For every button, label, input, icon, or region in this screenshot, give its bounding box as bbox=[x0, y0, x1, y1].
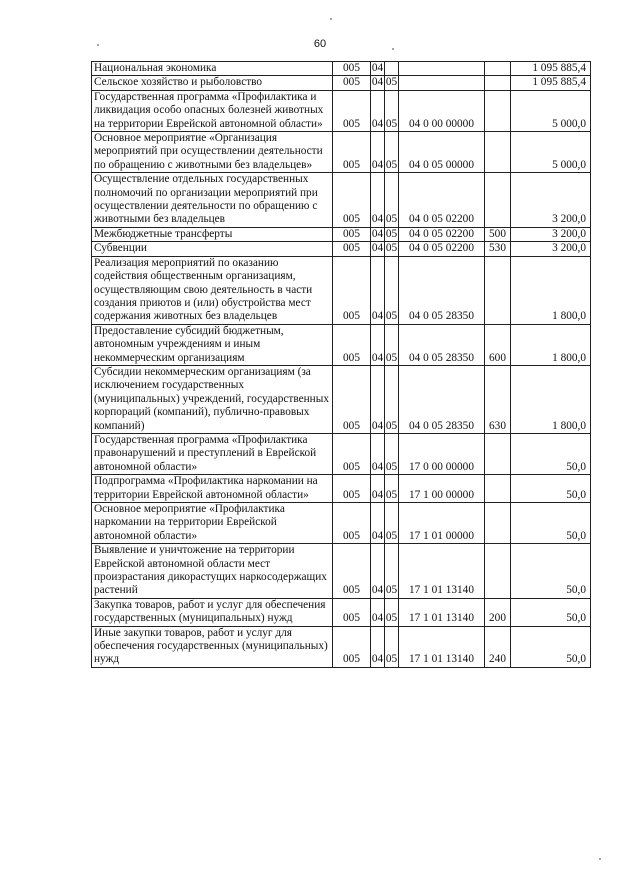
row-rz: 04 bbox=[371, 173, 385, 228]
row-vr: 600 bbox=[485, 324, 511, 365]
table-row bbox=[92, 503, 591, 544]
table-row bbox=[92, 544, 591, 599]
row-ved: 005 bbox=[333, 173, 371, 228]
row-rz: 04 bbox=[371, 544, 385, 599]
row-rz: 04 bbox=[371, 365, 385, 433]
row-pr: 05 bbox=[385, 598, 399, 626]
row-sum: 5 000,0 bbox=[511, 90, 591, 131]
row-vr: 500 bbox=[485, 227, 511, 241]
row-sum: 3 200,0 bbox=[511, 242, 591, 256]
row-sum: 1 095 885,4 bbox=[511, 76, 591, 90]
row-name: Государственная программа «Профилактика правонарушений и преступлений в Еврейской автономной области» bbox=[92, 433, 333, 474]
row-csr: 04 0 05 02200 bbox=[399, 173, 485, 228]
row-csr: 17 1 00 00000 bbox=[399, 475, 485, 503]
row-pr: 05 bbox=[385, 76, 398, 89]
row-sum: 5 000,0 bbox=[511, 132, 591, 173]
row-ved: 005 bbox=[333, 626, 371, 667]
row-name: Осуществление отдельных государственных полномочий по организации мероприятий при осуществлении деятельности по обращению с животными без владельцев bbox=[92, 173, 333, 228]
row-sum: 50,0 bbox=[511, 475, 591, 503]
row-vr: 630 bbox=[485, 365, 511, 433]
row-csr: 17 1 01 13140 bbox=[399, 544, 485, 599]
row-vr bbox=[485, 62, 511, 76]
row-csr: 04 0 00 00000 bbox=[399, 90, 485, 131]
row-ved: 005 bbox=[333, 132, 371, 173]
table-row bbox=[92, 598, 591, 626]
row-rz: 04 bbox=[371, 433, 385, 474]
row-rz: 04 bbox=[371, 475, 385, 503]
scan-speck bbox=[330, 18, 332, 20]
row-name: Государственная программа «Профилактика и ликвидация особо опасных болезней животных на территории Еврейской автономной области» bbox=[92, 90, 333, 131]
row-rz: 04 bbox=[371, 256, 385, 324]
row-vr bbox=[485, 433, 511, 474]
row-name: Основное мероприятие «Профилактика наркомании на территории Еврейской автономной области» bbox=[92, 503, 333, 544]
table-row bbox=[92, 433, 591, 474]
row-pr: 05 bbox=[385, 475, 399, 503]
row-ved: 005 bbox=[333, 475, 371, 503]
row-rz: 04 bbox=[371, 90, 385, 131]
row-ved: 005 bbox=[333, 227, 371, 241]
row-rz: 04 bbox=[371, 227, 384, 240]
row-sum: 50,0 bbox=[511, 598, 591, 626]
row-ved: 005 bbox=[333, 598, 371, 626]
row-sum: 50,0 bbox=[511, 544, 591, 599]
row-csr: 04 0 05 28350 bbox=[399, 256, 485, 324]
table-row bbox=[92, 475, 591, 503]
row-vr bbox=[485, 256, 511, 324]
row-sum: 3 200,0 bbox=[511, 227, 591, 241]
row-pr: 05 bbox=[385, 227, 398, 240]
row-csr: 04 0 05 02200 bbox=[399, 227, 485, 241]
row-name: Иные закупки товаров, работ и услуг для обеспечения государственных (муниципальных) нужд bbox=[92, 626, 333, 667]
row-pr: 05 bbox=[385, 173, 399, 228]
scan-speck bbox=[599, 858, 601, 860]
row-ved: 005 bbox=[333, 90, 371, 131]
row-pr: 05 bbox=[385, 242, 398, 255]
row-vr bbox=[485, 544, 511, 599]
row-csr bbox=[399, 76, 485, 90]
row-ved: 005 bbox=[333, 256, 371, 324]
row-rz: 04 bbox=[371, 62, 384, 74]
row-ved: 005 bbox=[333, 242, 371, 256]
table-row bbox=[92, 76, 591, 90]
row-csr: 17 1 01 13140 bbox=[399, 626, 485, 667]
table-row bbox=[92, 227, 591, 241]
table-row bbox=[92, 173, 591, 228]
row-csr: 04 0 05 02200 bbox=[399, 242, 485, 256]
row-csr: 17 1 01 13140 bbox=[399, 598, 485, 626]
row-pr: 05 bbox=[385, 433, 399, 474]
row-vr bbox=[485, 90, 511, 131]
page-number: 60 bbox=[313, 38, 327, 50]
row-csr: 17 1 01 00000 bbox=[399, 503, 485, 544]
scan-speck bbox=[97, 44, 99, 46]
table-row bbox=[92, 626, 591, 667]
row-sum: 1 800,0 bbox=[511, 324, 591, 365]
row-name: Закупка товаров, работ и услуг для обеспечения государственных (муниципальных) нужд bbox=[92, 598, 333, 626]
row-sum: 1 800,0 bbox=[511, 365, 591, 433]
table-row bbox=[92, 132, 591, 173]
row-rz: 04 bbox=[371, 132, 385, 173]
row-csr: 04 0 05 28350 bbox=[399, 365, 485, 433]
row-csr: 17 0 00 00000 bbox=[399, 433, 485, 474]
row-name: Сельское хозяйство и рыболовство bbox=[92, 76, 333, 90]
row-name: Подпрограмма «Профилактика наркомании на территории Еврейской автономной области» bbox=[92, 475, 333, 503]
row-name: Национальная экономика bbox=[92, 62, 333, 76]
row-csr bbox=[399, 62, 485, 76]
table-row bbox=[92, 365, 591, 433]
row-vr bbox=[485, 76, 511, 90]
row-name: Субсидии некоммерческим организациям (за исключением государственных (муниципальных) учреждений, государственных корпораций (компаний), публично-правовых компаний) bbox=[92, 365, 333, 433]
row-sum: 3 200,0 bbox=[511, 173, 591, 228]
row-pr: 05 bbox=[385, 132, 399, 173]
row-ved: 005 bbox=[333, 433, 371, 474]
row-ved: 005 bbox=[333, 76, 371, 90]
row-rz: 04 bbox=[371, 242, 384, 255]
row-pr: 05 bbox=[385, 544, 399, 599]
row-sum: 50,0 bbox=[511, 433, 591, 474]
row-vr bbox=[485, 173, 511, 228]
row-sum: 1 095 885,4 bbox=[511, 62, 591, 76]
row-sum: 50,0 bbox=[511, 503, 591, 544]
row-csr: 04 0 05 00000 bbox=[399, 132, 485, 173]
table-row bbox=[92, 242, 591, 256]
row-pr: 05 bbox=[385, 626, 399, 667]
row-rz: 04 bbox=[371, 626, 385, 667]
row-name: Реализация мероприятий по оказанию содействия общественным организациям, осуществляющим свою деятельность в части создания приютов и (или) обустройства мест содержания животных без владельцев bbox=[92, 256, 333, 324]
row-rz: 04 bbox=[371, 324, 385, 365]
row-vr: 200 bbox=[485, 598, 511, 626]
row-ved: 005 bbox=[333, 544, 371, 599]
row-name: Межбюджетные трансферты bbox=[92, 227, 333, 241]
row-vr bbox=[485, 503, 511, 544]
table-row bbox=[92, 324, 591, 365]
table-row bbox=[92, 62, 591, 76]
row-rz: 04 bbox=[371, 503, 385, 544]
table-row bbox=[92, 90, 591, 131]
row-vr: 530 bbox=[485, 242, 511, 256]
row-ved: 005 bbox=[333, 324, 371, 365]
row-rz: 04 bbox=[371, 76, 384, 89]
row-ved: 005 bbox=[333, 62, 371, 76]
row-pr: 05 bbox=[385, 503, 399, 544]
row-rz: 04 bbox=[371, 598, 385, 626]
row-csr: 04 0 05 28350 bbox=[399, 324, 485, 365]
row-pr: 05 bbox=[385, 256, 399, 324]
row-sum: 1 800,0 bbox=[511, 256, 591, 324]
row-name: Основное мероприятие «Организация мероприятий при осуществлении деятельности по обращению с животными без владельцев» bbox=[92, 132, 333, 173]
row-vr: 240 bbox=[485, 626, 511, 667]
row-pr: 05 bbox=[385, 324, 399, 365]
row-name: Выявление и уничтожение на территории Еврейской автономной области мест произрастания дикорастущих наркосодержащих растений bbox=[92, 544, 333, 599]
row-name: Субвенции bbox=[92, 242, 333, 256]
row-sum: 50,0 bbox=[511, 626, 591, 667]
scan-speck bbox=[392, 48, 394, 50]
table-row bbox=[92, 256, 591, 324]
row-pr: 05 bbox=[385, 365, 399, 433]
table-body bbox=[92, 62, 591, 668]
budget-table bbox=[91, 61, 591, 668]
row-name: Предоставление субсидий бюджетным, автономным учреждениям и иным некоммерческим организациям bbox=[92, 324, 333, 365]
row-ved: 005 bbox=[333, 503, 371, 544]
row-pr bbox=[385, 62, 399, 76]
row-ved: 005 bbox=[333, 365, 371, 433]
row-vr bbox=[485, 132, 511, 173]
row-pr: 05 bbox=[385, 90, 399, 131]
row-vr bbox=[485, 475, 511, 503]
